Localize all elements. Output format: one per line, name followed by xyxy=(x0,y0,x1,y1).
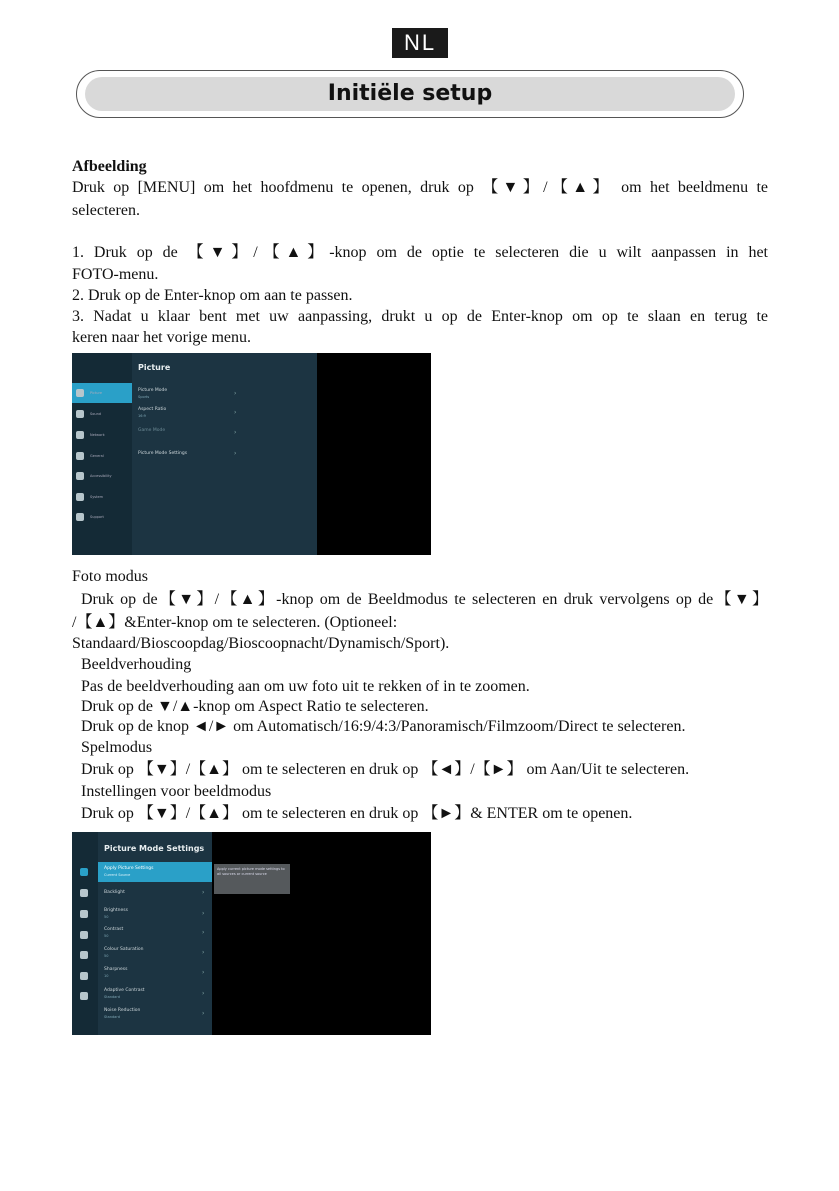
step-3-line-1: 3. Nadat u klaar bent met uw aanpassing, drukt u op de Enter-knop om op te slaan en terug te xyxy=(72,308,768,325)
option-noise-reduction: Noise Reduction xyxy=(104,1008,141,1013)
selected-option-highlight xyxy=(98,862,212,882)
chevron-right-icon: › xyxy=(202,949,205,956)
chevron-right-icon: › xyxy=(202,969,205,976)
option-game-mode: Game Mode xyxy=(138,428,166,433)
network-icon xyxy=(76,431,84,439)
language-badge: NL xyxy=(392,28,448,58)
intro-line-1: Druk op [MENU] om het hoofdmenu te openen, druk op 【▼】/【▲】 om het beeldmenu te xyxy=(72,179,768,196)
option-adaptive-contrast-value: Standard xyxy=(104,995,120,999)
general-icon xyxy=(80,931,88,939)
chevron-right-icon: › xyxy=(202,1010,205,1017)
chevron-right-icon: › xyxy=(234,390,237,397)
option-picture-mode-settings: Picture Mode Settings xyxy=(138,451,188,456)
picture-icon xyxy=(80,868,88,876)
foto-line-11: Druk op 【▼】/【▲】 om te selecteren en druk op 【►】& ENTER om te openen. xyxy=(81,805,633,822)
option-brightness: Brightness xyxy=(104,908,128,913)
accessibility-icon xyxy=(76,472,84,480)
intro-line-2: selecteren. xyxy=(72,202,140,219)
option-contrast-value: 50 xyxy=(104,934,109,938)
chevron-right-icon: › xyxy=(234,429,237,436)
option-colour-saturation-value: 50 xyxy=(104,954,109,958)
sidebar-item-network: Network xyxy=(90,433,105,437)
step-1-line-1: 1. Druk op de 【▼】/【▲】-knop om de optie te selecteren die u wilt aanpassen in het xyxy=(72,244,768,261)
support-icon xyxy=(80,992,88,1000)
chevron-right-icon: › xyxy=(202,929,205,936)
accessibility-icon xyxy=(80,951,88,959)
foto-heading: Foto modus xyxy=(72,568,149,585)
step-3-line-2: keren naar het vorige menu. xyxy=(72,329,252,346)
panel-title: Picture Mode Settings xyxy=(104,844,205,853)
chevron-right-icon: › xyxy=(234,409,237,416)
tooltip xyxy=(214,864,290,894)
option-noise-reduction-value: Standard xyxy=(104,1015,120,1019)
sidebar-item-sound: Sound xyxy=(90,412,102,416)
general-icon xyxy=(76,452,84,460)
page-title: Initiële setup xyxy=(85,77,735,111)
option-contrast: Contrast xyxy=(104,927,124,932)
option-sharpness-value: 10 xyxy=(104,974,109,978)
chevron-right-icon: › xyxy=(202,910,205,917)
option-adaptive-contrast: Adaptive Contrast xyxy=(104,988,145,993)
picture-icon xyxy=(76,389,84,397)
picture-settings-heading: Instellingen voor beeldmodus xyxy=(81,783,272,800)
step-2: 2. Druk op de Enter-knop om aan te passen. xyxy=(72,287,353,304)
foto-line-7: Druk op de knop ◄/► om Automatisch/16:9/4:3/Panoramisch/Filmzoom/Direct te selecteren. xyxy=(81,718,686,735)
picture-menu-screenshot xyxy=(72,353,431,555)
support-icon xyxy=(76,513,84,521)
foto-line-9: Druk op 【▼】/【▲】 om te selecteren en druk op 【◄】/【►】 om Aan/Uit te selecteren. xyxy=(81,761,690,778)
option-brightness-value: 50 xyxy=(104,915,109,919)
option-picture-mode: Picture Mode xyxy=(138,388,168,393)
sidebar-item-accessibility: Accessibility xyxy=(90,474,112,478)
sidebar-item-general: General xyxy=(90,454,104,458)
picture-mode-settings-screenshot xyxy=(72,832,431,1035)
game-mode-heading: Spelmodus xyxy=(81,739,153,756)
system-icon xyxy=(80,972,88,980)
foto-line-2: /【▲】&Enter-knop om te selecteren. (Optioneel: xyxy=(72,614,398,631)
option-apply-settings-value: Current Source xyxy=(104,873,131,877)
sidebar-item-picture: Picture xyxy=(90,391,103,395)
chevron-right-icon: › xyxy=(202,990,205,997)
section-heading: Afbeelding xyxy=(72,158,147,175)
option-picture-mode-value: Sports xyxy=(138,395,150,399)
option-colour-saturation: Colour Saturation xyxy=(104,947,144,952)
network-icon xyxy=(80,910,88,918)
sound-icon xyxy=(80,889,88,897)
sound-icon xyxy=(76,410,84,418)
foto-line-1: Druk op de【▼】/【▲】-knop om de Beeldmodus te selecteren en druk vervolgens op de【▼】 xyxy=(81,591,768,608)
panel-title: Picture xyxy=(138,363,171,372)
sidebar-item-support: Support xyxy=(90,515,104,519)
option-aspect-ratio: Aspect Ratio xyxy=(138,407,167,412)
foto-line-3: Standaard/Bioscoopdag/Bioscoopnacht/Dynamisch/Sport). xyxy=(72,635,450,652)
foto-line-5: Pas de beeldverhouding aan om uw foto uit te rekken of in te zoomen. xyxy=(81,678,530,695)
step-1-line-2: FOTO-menu. xyxy=(72,266,159,283)
system-icon xyxy=(76,493,84,501)
option-sharpness: Sharpness xyxy=(104,967,128,972)
foto-line-6: Druk op de ▼/▲-knop om Aspect Ratio te selecteren. xyxy=(81,698,429,715)
tooltip-text: Apply current picture mode settings to all sources or current source xyxy=(217,867,285,876)
aspect-heading: Beeldverhouding xyxy=(81,656,192,673)
option-backlight: Backlight xyxy=(104,890,125,895)
option-aspect-ratio-value: 16:9 xyxy=(138,414,146,418)
title-banner xyxy=(76,70,744,118)
option-apply-settings: Apply Picture Settings xyxy=(104,866,154,871)
chevron-right-icon: › xyxy=(234,450,237,457)
sidebar-item-system: System xyxy=(90,495,104,499)
chevron-right-icon: › xyxy=(202,889,205,896)
